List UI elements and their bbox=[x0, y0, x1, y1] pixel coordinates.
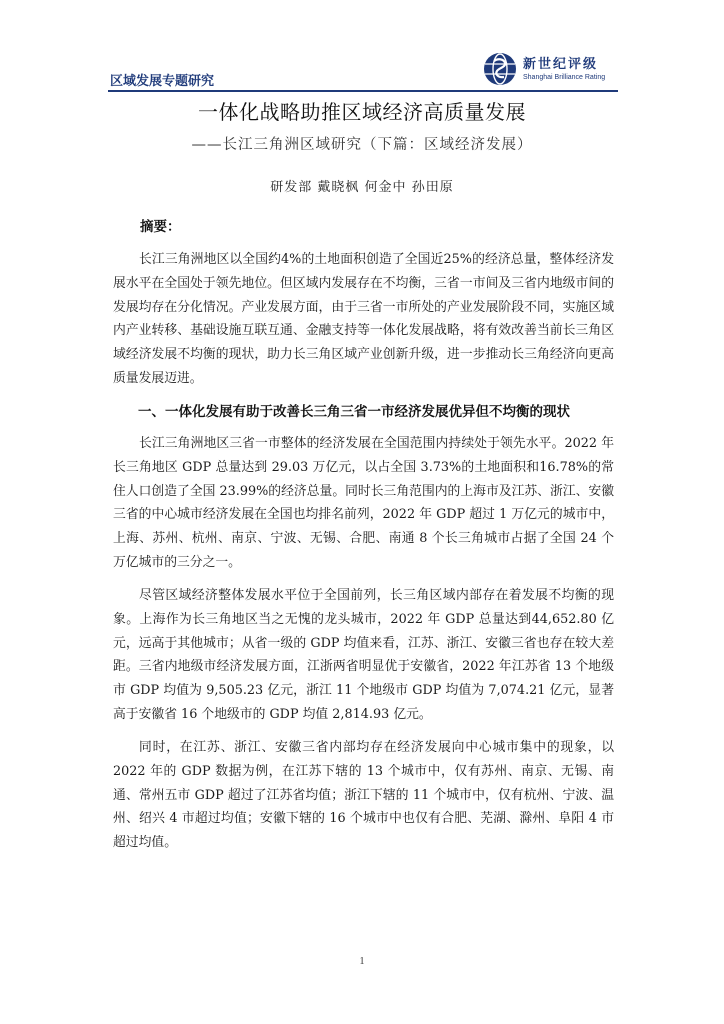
abstract-paragraph: 长江三角洲地区以全国约4%的土地面积创造了全国近25%的经济总量，整体经济发展水平在全国处于领先地位。但区域内发展存在不均衡，三省一市间及三省内地级市间的发展均存在分化情况。产业发展方面，由于三省一市所处的产业发展阶段不同，实施区域内产业转移、基础设施互联互通、金融支持等一体化发展战略，将有效改善当前长三角区域经济发展不均衡的现状，助力长三角区域产业创新升级，进一步推动长三角经济向更高质量发展迈进。 bbox=[113, 252, 614, 386]
body-paragraph-3: 同时，在江苏、浙江、安徽三省内部均存在经济发展向中心城市集中的现象，以 2022 年的 GDP 数据为例，在江苏下辖的 13 个城市中，仅有苏州、南京、无锡、南通、常州五市 GDP 超过了江苏省均值；浙江下辖的 11 个城市中，仅有杭州、宁波、温州、绍兴 4 市超过均值；安徽下辖的 16 个城市中也仅有合肥、芜湖、滁州、阜阳 4 市超过均值。 bbox=[113, 740, 614, 851]
body-paragraph-2: 尽管区域经济整体发展水平位于全国前列，长三角区域内部存在着发展不均衡的现象。上海作为长三角地区当之无愧的龙头城市，2022 年 GDP 总量达到44,652.80 亿元，远高于其他城市；从省一级的 GDP 均值来看，江苏、浙江、安徽三省也存在较大差距。三省内地级市经济发展方面，江浙两省明显优于安徽省，2022 年江苏省 13 个地级市 GDP 均值为 9,505.23 亿元，浙江 11 个地级市 GDP 均值为 7,074.21 亿元，显著高于安徽省 16 个地级市的 GDP 均值 2,814.93 亿元。 bbox=[113, 588, 614, 722]
logo-chinese-name: 新世纪评级 bbox=[523, 57, 599, 72]
body-paragraph-1: 长江三角洲地区三省一市整体的经济发展在全国范围内持续处于领先水平。2022 年长三角地区 GDP 总量达到 29.03 万亿元，以占全国 3.73%的土地面积和16.78%的常住人口创造了全国 23.99%的经济总量。同时长三角范围内的上海市及江苏、浙江、安徽三省的中心城市经济发展在全国也均排名前列，2022 年 GDP 超过 1 万亿元的城市中，上海、苏州、杭州、南京、宁波、无锡、合肥、南通 8 个长三角城市占据了全国 24 个万亿城市的三分之一。 bbox=[113, 436, 614, 570]
author-line: 研发部 戴晓枫 何金中 孙田原 bbox=[270, 180, 454, 195]
brand-logo bbox=[483, 50, 618, 88]
abstract-heading: 摘要： bbox=[140, 219, 181, 235]
logo-english-name: Shanghai Brilliance Rating bbox=[523, 74, 606, 81]
header-divider bbox=[108, 90, 618, 92]
report-series-label: 区域发展专题研究 bbox=[110, 74, 215, 89]
globe-logo-icon bbox=[483, 52, 517, 86]
section-heading: 一、一体化发展有助于改善长三角三省一市经济发展优异但不均衡的现状 bbox=[138, 404, 570, 420]
document-title: 一体化战略助推区域经济高质量发展 bbox=[198, 100, 526, 124]
page-number: 1 bbox=[359, 956, 365, 967]
document-subtitle: ——长江三角洲区域研究（下篇：区域经济发展） bbox=[191, 137, 533, 153]
